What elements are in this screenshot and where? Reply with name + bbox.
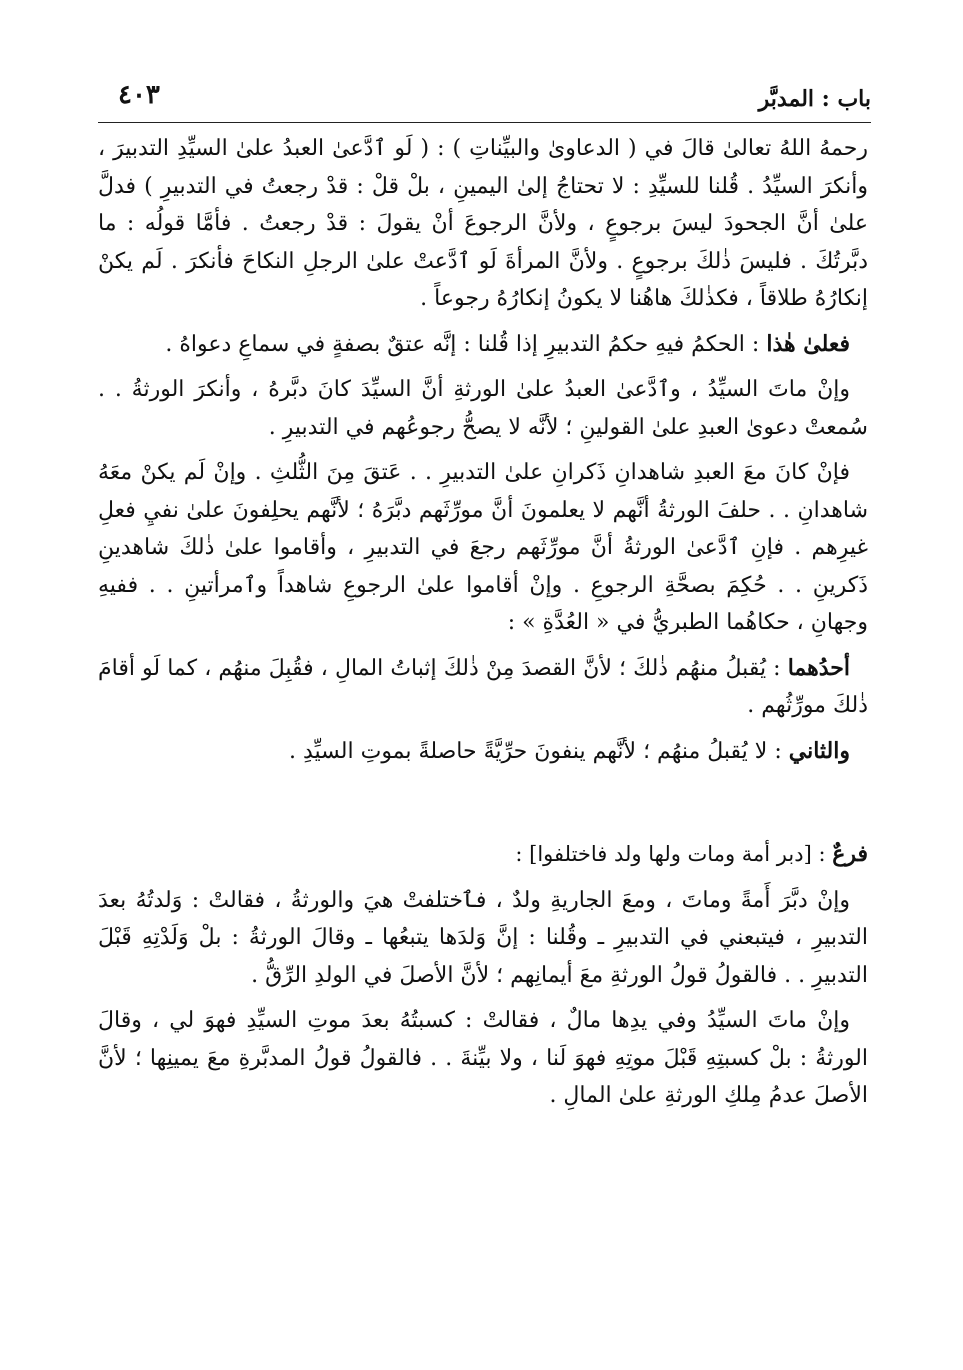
paragraph-text: وإنْ ماتَ السيِّدُ ، وٱدَّعىٰ العبدُ علىٰ الورثةِ أنَّ السيِّدَ كانَ دبَّرهُ ، وأنكرَ الورثةُ . . سُمعتْ دعوىٰ العبدِ علىٰ القولينِ ؛ لأنَّه لا يصحُّ رجوعُهم في التدبيرِ . [98, 377, 868, 440]
branch-paragraph-2 [98, 1002, 868, 1115]
branch-paragraph-1 [98, 882, 868, 995]
section-spacer [98, 778, 868, 836]
paragraph-lead: فعلىٰ هٰذا [766, 330, 850, 357]
paragraph-text: وإنْ دبَّرَ أَمةً وماتَ ، ومعَ الجاريةِ ولدٌ ، فٱختلفتْ هيَ والورثةُ ، فقالتْ : وَلدتُهُ بعدَ التدبيرِ ، فيتبعني في التدبيرِ ـ وقُلنا : إنَّ وَلدَها يتبعُها ـ وقالَ الورثةُ : بلْ وَلَدْتِهِ قَبْلَ التدبيرِ . . فالقولُ قولُ الورثةِ معَ أيمانِهم ؛ لأنَّ الأصلَ في الولدِ الرِّقُّ . [98, 887, 868, 988]
paragraph-text: : يُقبلُ منهُم ذٰلكَ ؛ لأنَّ القصدَ مِنْ ذٰلكَ إثباتُ المالِ ، فقُبِلَ منهُم ، كما لَو أقامَ ذٰلكَ مورِّثُهم . [98, 655, 868, 718]
paragraph-2 [98, 326, 868, 364]
paragraph-4 [98, 454, 868, 642]
branch-title: : [دبر أمة ومات ولها ولد فاختلفوا] : [515, 842, 833, 866]
header-rule [98, 122, 871, 123]
branch-heading [98, 836, 868, 874]
paragraph-text: فإنْ كانَ معَ العبدِ شاهدانِ ذَكرانِ علىٰ التدبيرِ . . عَتقَ مِنَ الثُّلثِ . وإنْ لَم يكنْ معَهُ شاهدانِ . . حلفَ الورثةُ أنَّهم لا يعلمونَ أنَّ مورِّثَهم دبَّرَهُ ؛ لأنَّهم يحلِفونَ علىٰ نفيِ فعلِ غيرِهم . فإنِ ٱدَّعىٰ الورثةُ أنَّ مورِّثَهم رجعَ في التدبيرِ ، وأقاموا علىٰ ذٰلكَ شاهدينِ ذَكرينِ . . حُكِمَ بصحَّةِ الرجوعِ . وإنْ أقاموا علىٰ الرجوعِ شاهداً وٱمرأتينِ . . ففيهِ وجهانِ ، حكاهُما الطبريُّ في « العُدَّةِ » : [98, 460, 868, 635]
paragraph-text: : الحكمُ فيهِ حكمُ التدبيرِ إذا قُلنا : إنَّه عتقٌ بصفةٍ في سماعِ دعواهُ . [165, 331, 767, 357]
paragraph-text: : لا يُقبلُ منهُم ؛ لأنَّهم ينفونَ حرِّيَّةً حاصلةً بموتِ السيِّدِ . [289, 738, 789, 764]
paragraph-text: رحمهُ اللهُ تعالىٰ قالَ في ( الدعاوىٰ والبيِّناتِ ) : ( لَو ٱدَّعىٰ العبدُ علىٰ السيِّدِ التدبيرَ ، وأنكرَ السيِّدُ . قُلنا للسيِّدِ : لا تحتاجُ إلىٰ اليمينِ ، بلْ قلْ : قدْ رجعتُ في التدبيرِ ) فدلَّ علىٰ أنَّ الجحودَ ليسَ برجوعٍ ، ولأنَّ الرجوعَ أنْ يقولَ : قدْ رجعتُ . فأمَّا قولُه : ما دبَّرتُكَ . فليسَ ذٰلكَ برجوعٍ . ولأنَّ المرأةَ لَو ٱدَّعتْ علىٰ الرجلِ النكاحَ فأنكرَ . لَم يكنْ إنكارُهُ طلاقاً ، فكذٰلكَ هاهُنا لا يكونُ إنكارُهُ رجوعاً . [98, 136, 868, 311]
page-body [98, 130, 868, 1123]
chapter-title: باب : المدبَّر [758, 86, 871, 112]
paragraph-text: وإنْ ماتَ السيِّدُ وفي يدِها مالٌ ، فقالتْ : كسبتُهُ بعدَ موتِ السيِّدِ فهوَ لي ، وقالَ الورثةُ : بلْ كسبتِهِ قَبْلَ موتِهِ فهوَ لَنا ، ولا بيِّنةَ . . فالقولُ قولُ المدبَّرةِ معَ يمينِها ؛ لأنَّ الأصلَ عدمُ مِلكِ الورثةِ علىٰ المالِ . [98, 1008, 868, 1108]
branch-label: فرعٌ [832, 841, 868, 867]
page-number: ٤٠٣ [118, 80, 160, 110]
page-header [100, 80, 871, 120]
paragraph-lead: أحدُهما [787, 654, 850, 681]
paragraph-5 [98, 650, 868, 725]
paragraph-1 [98, 130, 868, 318]
paragraph-6 [98, 733, 868, 771]
paragraph-lead: والثاني [788, 737, 850, 764]
paragraph-3 [98, 371, 868, 446]
